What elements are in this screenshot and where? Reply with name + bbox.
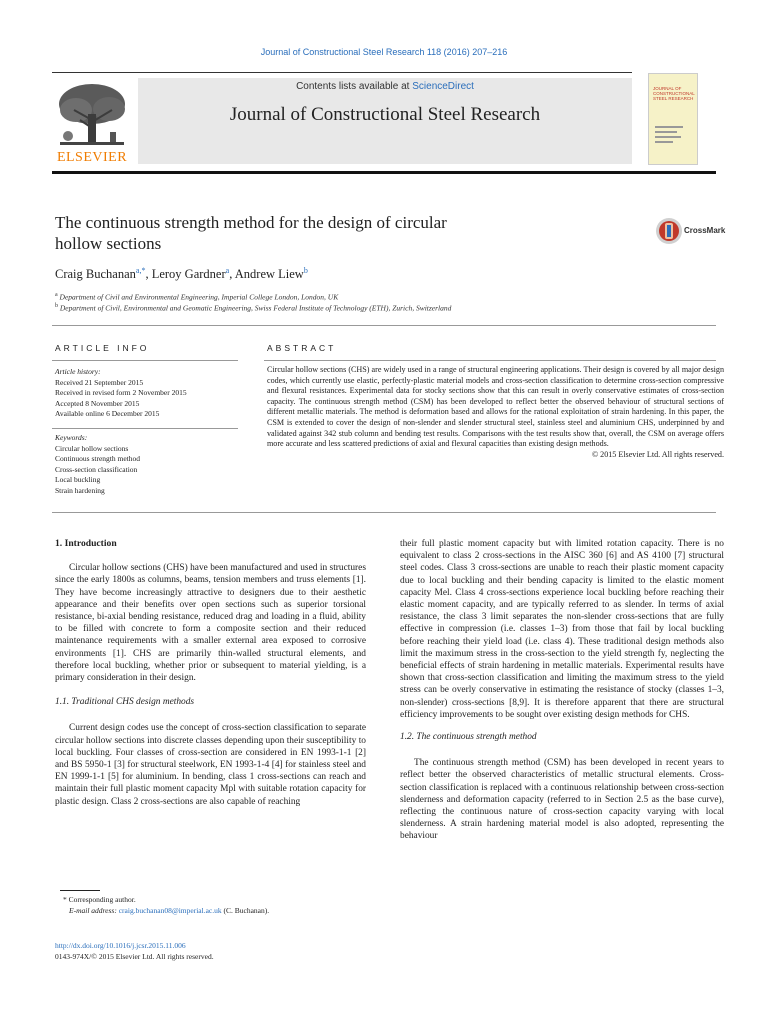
article-title-line-1: The continuous strength method for the design of circular <box>55 213 447 232</box>
corresponding-author-note: * Corresponding author. <box>63 895 136 904</box>
history-item: Available online 6 December 2015 <box>55 409 160 418</box>
affiliation-b: $^b$ Department of Civil, Environmental and Geomatic Engineering, Swiss Federal Institute of Technology (ETH), Zurich, Switzerland <box>55 303 452 313</box>
article-info-rule <box>52 360 238 361</box>
abstract-heading: ABSTRACT <box>267 343 337 353</box>
author-1: Craig Buchanan <box>55 267 136 282</box>
header-bottom-rule <box>52 171 716 174</box>
keyword-item: Continuous strength method <box>55 454 140 463</box>
article-info-heading: ARTICLE INFO <box>55 343 150 353</box>
history-item: Received 21 September 2015 <box>55 377 144 387</box>
journal-title: Journal of Constructional Steel Research <box>229 104 541 125</box>
affiliation-a: $^a$ Department of Civil and Environmental Engineering, Imperial College London, London, UK <box>55 292 339 302</box>
contents-prefix: Contents lists available at <box>296 81 413 92</box>
author-2-sup[interactable]: a <box>225 266 230 275</box>
footnote <box>55 894 355 916</box>
crossmark-icon <box>654 216 684 246</box>
keyword-item: Cross-section classification <box>55 464 138 474</box>
abstract-text: Circular hollow sections (CHS) are widely used in a range of structural engineering applications. Their design is covered by all major design codes, which currently use elastic, perfectly-plastic material models and cross-section classification to determine cross-section compressive and flexural resistances. Experimental data for stocky sections show that this can result in overly conservative estimates of cross-section capacity. The continuous strength method (CSM) has been developed to reflect better the observed behaviour of structural sections of different metallic materials. The method is deformation based and allows for the rational exploitation of strain hardening. In this paper, the CSM is extended to cover the design of non-slender and slender structural steel, stainless steel and aluminium CHS, underpinned by and validated against 342 stub column and bending test results. Comparisons with the test results show that, overall, the CSM on average offers more accurate and less scattered predictions of axial and flexural capacities than existing design methods. <box>267 365 724 449</box>
affil-divider <box>52 325 716 326</box>
paragraph-1-1: Current design codes use the concept of cross-section classification to separate circular hollow sections into discrete classes depending upon their susceptibility to local buckling. Four classes of cross-section are considered in EN 1993-1-1 [2] and BS 5950-1 [3] for structural steelwork, EN 1993-1-4 [4] for stainless steel and EN 1999-1-1 [5] for aluminium. In bending, class 1 cross-sections can reach and maintain their full plastic moment capacity Mpl with suitable rotation capacity for plastic design. Class 2 cross-sections are also capable of reaching <box>55 723 366 807</box>
cover-title: JOURNAL OF CONSTRUCTIONAL STEEL RESEARCH <box>653 86 695 101</box>
elsevier-wordmark: ELSEVIER <box>56 150 128 165</box>
right-column <box>400 538 724 843</box>
author-3: Andrew Liew <box>234 267 304 282</box>
journal-reference[interactable]: Journal of Constructional Steel Research 118 (2016) 207–216 <box>260 47 508 57</box>
paragraph-1-1-continued: their full plastic moment capacity but with limited rotation capacity. There is no equivalent to class 2 cross-sections in the AISC 360 [6] and AS 4100 [7] structural steel codes. Class 3 cross-sections are unable to reach their plastic moment capacity due to local buckling and their bending capacity is limited to the elastic moment capacity Mel. Class 4 cross-sections experience local buckling before reaching their elastic moment capacity, and are typically referred to as slender. In terms of axial resistance, the class 3 limit separates the non-slender cross-sections that are fully effective in compression (i.e. classes 1–3) from those that fail by local buckling before reaching their yield load (i.e. class 4). These traditional design methods also limit the maximum stress in the cross-section to the yield strength fy, neglecting the beneficial effects of strain hardening in metallic materials. Experimental results have shown that cross-section classification and limiting the maximum stress to the yield stress can be overly conservative in estimating the resistance of stocky (classes 1–3, non-slender) cross-sections [8,9]. It is therefore apparent that there are structural efficiency improvements to be sought over existing design methods for CHS. <box>400 539 724 720</box>
abstract-body <box>267 365 724 460</box>
keywords-rule <box>52 428 238 429</box>
abstract-copyright: © 2015 Elsevier Ltd. All rights reserved. <box>591 449 724 459</box>
section-heading-introduction: 1. Introduction <box>55 538 117 549</box>
article-title <box>55 212 595 254</box>
doi-link[interactable]: http://dx.doi.org/10.1016/j.jcsr.2015.11.006 <box>55 941 186 950</box>
author-1-sup[interactable]: a,* <box>135 266 146 275</box>
email-note: E-mail address: craig.buchanan08@imperial.ac.uk (C. Buchanan). <box>69 906 270 915</box>
authors-line: Craig Buchanan$^{a,*}$, Leroy Gardner$^a$, Andrew Liew$^b$ <box>55 266 308 282</box>
intro-paragraph: Circular hollow sections (CHS) have been manufactured and used in structures since the early 1800s as columns, beams, tension members and truss elements [1]. They have become increasingly attractive to designers due to their aesthetic appearance and their benefits over open sections such as superior torsional resistance, bi-axial bending resistance, reduced drag and loading in a fluid, ability to be filled with concrete to form a composite section and their reduced maintenance requirements with a smaller external area exposed to corrosive environments [1]. CHS are primarily thin-walled structural elements, and therefore local buckling, whether prior or subsequent to material yielding, is a primary consideration in their design. <box>55 563 366 684</box>
crossmark-label: CrossMark <box>684 226 726 235</box>
keyword-item: Strain hardening <box>55 485 105 495</box>
author-3-sup[interactable]: b <box>303 266 308 275</box>
article-history <box>55 367 239 420</box>
issn-line: 0143-974X/© 2015 Elsevier Ltd. All rights reserved. <box>55 952 214 961</box>
sciencedirect-link[interactable]: ScienceDirect <box>412 81 474 92</box>
keywords-block <box>55 433 239 496</box>
history-item: Received in revised form 2 November 2015 <box>55 388 187 397</box>
keyword-item: Circular hollow sections <box>55 443 129 453</box>
doi-block <box>55 940 214 962</box>
subsection-heading-1-2: 1.2. The continuous strength method <box>400 732 537 743</box>
history-item: Accepted 8 November 2015 <box>55 398 140 408</box>
contents-line <box>138 81 632 92</box>
abstract-bottom-rule <box>52 512 716 513</box>
header-top-rule <box>52 72 632 73</box>
keyword-item: Local buckling <box>55 475 101 484</box>
keywords-label: Keywords: <box>55 433 88 442</box>
footnote-rule <box>60 890 100 891</box>
article-title-line-2: hollow sections <box>55 234 162 253</box>
paragraph-1-2: The continuous strength method (CSM) has been developed in recent years to reflect better the observed characteristics of metallic structural elements. Cross-section classification is replaced with a continuous relationship between cross-section slenderness and deformation capacity (referred to in Section 2.5 as the base curve), reflecting the continuous nature of cross-section capacity varying with local slenderness. A strain hardening material model is also adopted, representing the behaviour <box>400 758 724 842</box>
history-label: Article history: <box>55 367 101 376</box>
subsection-heading-1-1: 1.1. Traditional CHS design methods <box>55 697 195 708</box>
abstract-rule <box>264 360 716 361</box>
crossmark-badge[interactable] <box>654 216 744 246</box>
email-link[interactable]: craig.buchanan08@imperial.ac.uk <box>118 906 222 915</box>
journal-cover-thumbnail[interactable] <box>648 73 698 165</box>
author-2: Leroy Gardner <box>151 267 226 282</box>
left-column <box>55 538 366 808</box>
